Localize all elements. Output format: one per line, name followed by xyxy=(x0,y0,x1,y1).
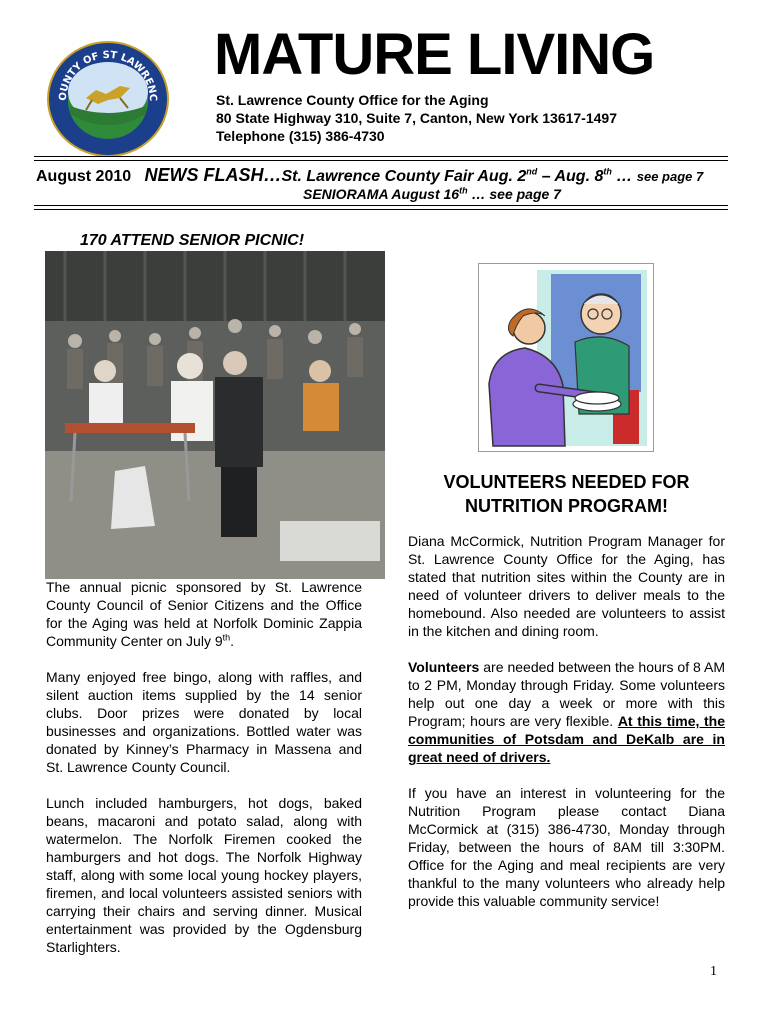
meal-delivery-clipart xyxy=(478,263,654,452)
office-address: 80 State Highway 310, Suite 7, Canton, New York 13617-1497 xyxy=(216,110,617,126)
seniorama-see-page: … see page 7 xyxy=(467,186,561,202)
picnic-p1-text: The annual picnic sponsored by St. Lawrence County Council of Senior Citizens and the Office for the Aging was held at Norfolk Dominic Zappia Community Center on July 9 xyxy=(46,579,362,649)
newsletter-title: MATURE LIVING xyxy=(214,22,655,87)
office-phone: Telephone (315) 386-4730 xyxy=(216,128,385,144)
fair-text: St. Lawrence County Fair Aug. 2 xyxy=(281,168,527,185)
header-rule-bottom-1 xyxy=(34,205,728,206)
seniorama-text: SENIORAMA August 16 xyxy=(303,186,460,202)
picnic-paragraph-1 xyxy=(46,578,362,650)
volunteers-heading: VOLUNTEERS NEEDED FOR NUTRITION PROGRAM! xyxy=(443,472,690,516)
seal-text: OUNTY OF ST LAWRENC xyxy=(57,49,159,102)
volunteers-article xyxy=(408,532,725,910)
seniorama-sup: th xyxy=(459,185,468,196)
fair-sup-2: th xyxy=(603,166,612,177)
header-rule-top-2 xyxy=(34,160,728,161)
picnic-article xyxy=(46,578,362,956)
picnic-p1-end: . xyxy=(230,633,235,649)
fair-mid: – Aug. 8 xyxy=(537,168,604,185)
fair-end: … xyxy=(611,168,637,185)
picnic-photo xyxy=(45,251,385,579)
volunteers-paragraph-3: If you have an interest in volunteering for the Nutrition Program please contact Diana McCormick at (315) 386-4730, Monday through Friday, between the hours of 8AM till 3:30PM. Office for the Aging and meal recipients are very thankful to the many volunteers who already help provide this valuable community service! xyxy=(408,785,725,909)
county-seal-logo xyxy=(46,40,170,158)
issue-date: August 2010 xyxy=(36,168,132,185)
picnic-paragraph-2: Many enjoyed free bingo, along with raffles, and silent auction items supplied by the 14 senior clubs. Door prizes were donated by local businesses and organizations. Bottled water was donated by Kinney’s Pharmacy in Massena and St. Lawrence County Council. xyxy=(46,669,362,775)
volunteers-p2-underlined: At this time, the communities of Potsdam and DeKalb are in great need of drivers. xyxy=(408,713,725,765)
fair-sup-1: nd xyxy=(526,166,538,177)
volunteers-paragraph-1: Diana McCormick, Nutrition Program Manager for St. Lawrence County Office for the Aging, has stated that nutrition sites within the County are in need of volunteer drivers to deliver meals to the homebound. Also needed are volunteers to assist in the kitchen and dining room. xyxy=(408,533,725,639)
volunteers-p2-text: are needed between the hours of 8 AM to 2 PM, Monday through Friday. Some volunteers help out one day a week or more with this Program; hours are very flexible. xyxy=(408,659,725,729)
header-rule-top-1 xyxy=(34,156,728,157)
volunteers-paragraph-2 xyxy=(408,658,725,766)
news-flash-label: NEWS FLASH… xyxy=(144,165,282,185)
office-name: St. Lawrence County Office for the Aging xyxy=(216,92,489,108)
picnic-p1-sup: th xyxy=(222,632,231,643)
header-rule-bottom-2 xyxy=(34,209,728,210)
fair-see-page: see page 7 xyxy=(636,169,704,184)
picnic-paragraph-3: Lunch included hamburgers, hot dogs, baked beans, macaroni and potato salad, along with watermelon. The Norfolk Firemen cooked the hamburgers and hot dogs. The Norfolk Highway staff, along with some local young hockey players, firemen, and local volunteers assisted seniors with carrying their chairs and serving dinner. Musical entertainment was provided by the Ogdensburg Starlighters. xyxy=(46,795,362,955)
page-number: 1 xyxy=(710,964,717,979)
seniorama-line xyxy=(303,184,561,204)
picnic-heading: 170 ATTEND SENIOR PICNIC! xyxy=(80,232,305,249)
volunteers-p2-bold: Volunteers xyxy=(408,659,480,675)
